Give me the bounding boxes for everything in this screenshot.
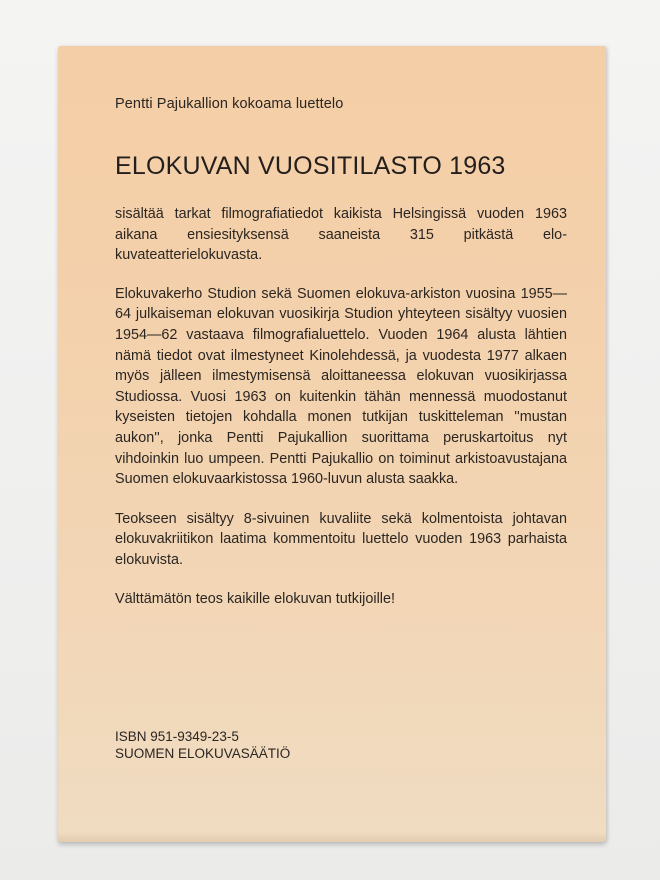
publisher-name: SUOMEN ELOKUVASÄÄTIÖ xyxy=(115,746,291,761)
cover-subtitle: Pentti Pajukallion kokoama luettelo xyxy=(115,96,344,112)
paragraph-recommendation: Välttämätön teos kaikille elokuvan tutkijoille! xyxy=(115,590,395,607)
cover-title: ELOKUVAN VUOSITILASTO 1963 xyxy=(115,152,506,180)
paragraph-intro: sisältää tarkat filmografiatiedot kaikista Helsingissä vuoden 1963 aikana ensiesityksensä saaneista 315 pitkästä elokuvateatterielokuvasta. xyxy=(115,206,567,264)
paragraph-contents: Teokseen sisältyy 8-sivuinen kuvaliite sekä kolmentoista johtavan elokuvakriitikon laatima kommentoitu luettelo vuoden 1963 parhaista elokuvista. xyxy=(115,510,567,568)
isbn-text: ISBN 951-9349-23-5 xyxy=(115,729,239,744)
cover-footer xyxy=(115,728,290,762)
cover-text xyxy=(115,96,567,627)
paragraph-history: Elokuvakerho Studion sekä Suomen elokuva-arkiston vuosina 1955—64 julkaiseman elokuvan vuosikirja Studion yhteyteen sisältyy vuosien 1954—62 vastaava filmografialuettelo. Vuoden 1964 alusta lähtien nämä tiedot ovat ilmestyneet Kinolehdessä, ja vuodesta 1977 alkaen myös jälleen ilmestymisensä aloittaneessa elokuvan vuosikirjassa Studiossa. Vuosi 1963 on kuitenkin tähän mennessä muodostanut kyseisten tietojen kohdalla monen tutkijan tuskitteleman ''mustan aukon'', jonka Pentti Pajukallion suorittama peruskartoitus nyt vihdoinkin luo umpeen. Pentti Pajukallio on toiminut arkistoavustajana Suomen elokuvaarkistossa 1960-luvun alusta saakka. xyxy=(115,285,567,488)
